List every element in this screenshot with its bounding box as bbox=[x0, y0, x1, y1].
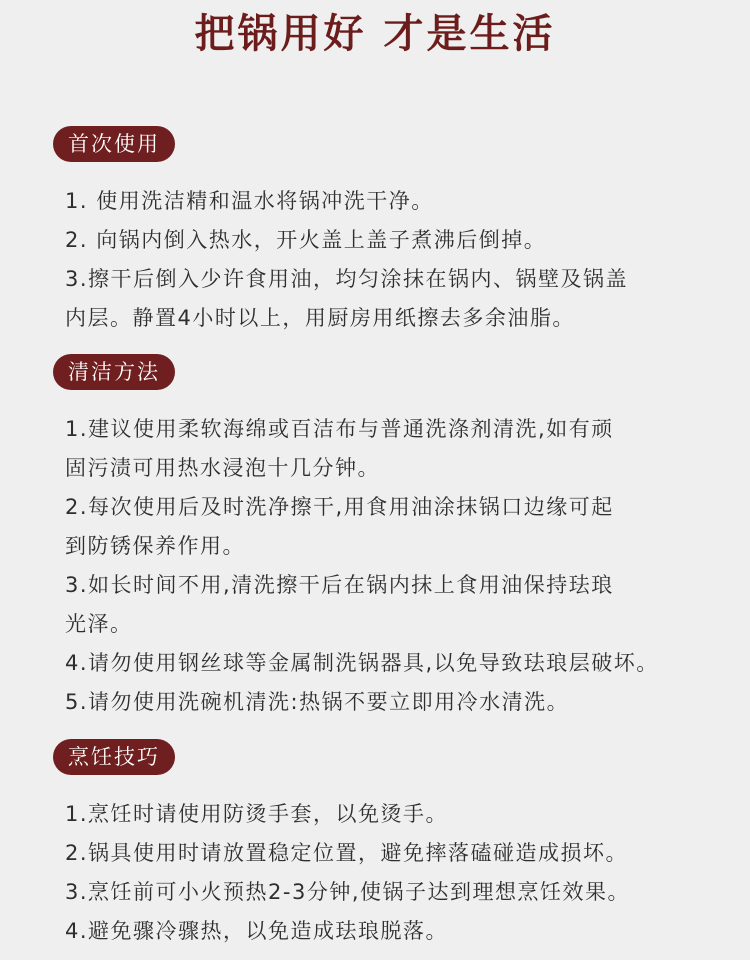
cleaning-item-3 bbox=[65, 566, 705, 644]
cleaning-item-2 bbox=[65, 488, 705, 566]
text-line: 到防锈保养作用。 bbox=[65, 534, 245, 558]
cooking-item-3 bbox=[65, 873, 705, 912]
text-line: 固污渍可用热水浸泡十几分钟。 bbox=[65, 456, 380, 480]
text-line: 2.锅具使用时请放置稳定位置，避免摔落磕碰造成损坏。 bbox=[65, 841, 629, 865]
text-line: 4.避免骤冷骤热，以免造成珐琅脱落。 bbox=[65, 919, 449, 943]
text-line: 4.请勿使用钢丝球等金属制洗锅器具,以免导致珐琅层破坏。 bbox=[65, 651, 659, 675]
text-line: 1. 使用洗洁精和温水将锅冲洗干净。 bbox=[65, 189, 434, 213]
first-use-item-3 bbox=[65, 260, 705, 338]
first-use-item-2 bbox=[65, 221, 705, 260]
text-line: 2. 向锅内倒入热水，开火盖上盖子煮沸后倒掉。 bbox=[65, 228, 547, 252]
cooking-item-2 bbox=[65, 834, 705, 873]
text-line: 内层。静置4小时以上，用厨房用纸擦去多余油脂。 bbox=[65, 306, 575, 330]
page-title: 把锅用好 才是生活 bbox=[194, 11, 556, 57]
section-heading-cooking-tips: 烹饪技巧 bbox=[53, 739, 175, 775]
text-line: 5.请勿使用洗碗机清洗:热锅不要立即用冷水清洗。 bbox=[65, 690, 570, 714]
cooking-item-1 bbox=[65, 795, 705, 834]
text-line: 3.擦干后倒入少许食用油，均匀涂抹在锅内、锅壁及锅盖 bbox=[65, 267, 629, 291]
text-line: 3.如长时间不用,清洗擦干后在锅内抹上食用油保持珐琅 bbox=[65, 573, 614, 597]
cleaning-item-5 bbox=[65, 683, 705, 722]
section-heading-cleaning: 清洁方法 bbox=[53, 354, 175, 390]
section-heading-first-use: 首次使用 bbox=[53, 126, 175, 162]
text-line: 1.烹饪时请使用防烫手套，以免烫手。 bbox=[65, 802, 449, 826]
text-line: 1.建议使用柔软海绵或百洁布与普通洗涤剂清洗,如有顽 bbox=[65, 417, 614, 441]
cooking-item-4 bbox=[65, 912, 705, 951]
text-line: 3.烹饪前可小火预热2-3分钟,使锅子达到理想烹饪效果。 bbox=[65, 880, 631, 904]
first-use-item-1 bbox=[65, 182, 705, 221]
text-line: 光泽。 bbox=[65, 612, 133, 636]
text-line: 2.每次使用后及时洗净擦干,用食用油涂抹锅口边缘可起 bbox=[65, 495, 614, 519]
cleaning-item-1 bbox=[65, 410, 705, 488]
cleaning-item-4 bbox=[65, 644, 705, 683]
